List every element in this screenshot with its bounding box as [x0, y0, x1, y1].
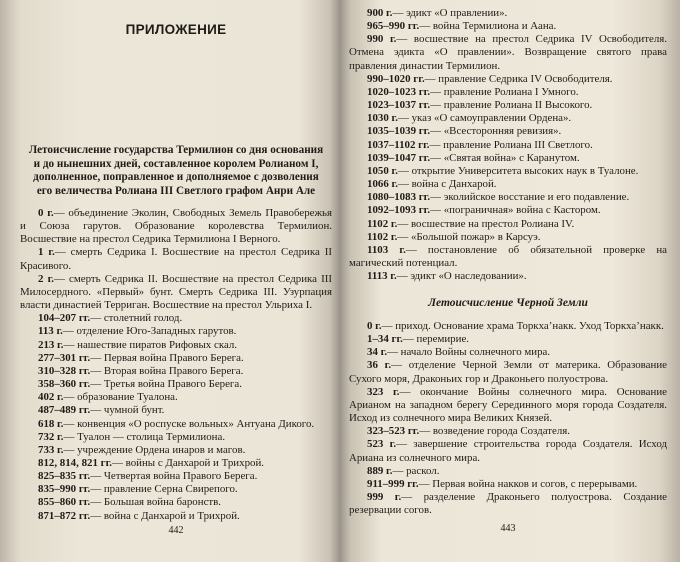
appendix-heading: ПРИЛОЖЕНИЕ	[125, 22, 227, 37]
entry-text: — начало Войны солнечного мира.	[387, 346, 551, 359]
chronology-entry	[349, 333, 667, 346]
chronology-entry	[20, 273, 332, 312]
entry-date: 213 г.	[38, 338, 64, 351]
chronology-entry	[349, 244, 667, 270]
entry-date: 733 г.	[38, 443, 64, 456]
chronology-entry	[349, 33, 667, 72]
chronology-entry	[349, 20, 667, 33]
chronology-entry	[20, 496, 332, 509]
entry-text: — Первая война Правого Берега.	[90, 351, 244, 364]
left-entries	[20, 207, 332, 523]
entry-text: — отделение Юго-Западных гарутов.	[62, 325, 237, 338]
entry-text: — восшествие на престол Седрика IV Освободителя. Отмена эдикта «О правлении». Возвращение святого права правления династии Термилион.	[349, 33, 667, 72]
entry-text: — правление Ролиана III Светлого.	[429, 138, 593, 151]
chronology-entry	[349, 231, 667, 244]
entry-text: — «пограничная» война с Кастором.	[430, 204, 601, 217]
chronology-entry	[349, 73, 667, 86]
entry-text: — нашествие пиратов Рифовых скал.	[63, 338, 238, 351]
entry-text: — объединение Эколин, Свободных Земель Правобережья и Союза гарутов. Образование королевства Термилион. Восшествие на престол Седрика Термилиона I Верного.	[20, 207, 332, 246]
chronology-entry	[20, 352, 332, 365]
chronology-entry	[349, 386, 667, 425]
entry-date: 825–835 гг.	[38, 470, 91, 483]
entry-date: 871–872 гг.	[38, 509, 91, 522]
entry-date: 965–990 гг.	[367, 20, 420, 33]
entry-text: — «Святая война» с Каранутом.	[430, 151, 580, 164]
entry-text: — окончание Войны солнечного мира. Основание Арианом на западном берегу Серединного моря города Создателя. Исход из солнечного мира Великих Князей.	[349, 385, 667, 425]
entry-date: 487–489 гг.	[38, 404, 91, 417]
chronology-entry	[20, 510, 332, 523]
chronology-entry	[20, 483, 332, 496]
chronology-entry	[349, 491, 667, 517]
entry-text: — эдикт «О наследовании».	[396, 270, 527, 283]
entry-date: 855–860 гг.	[38, 496, 91, 509]
entry-date: 402 г.	[38, 391, 64, 404]
chronology-entry	[349, 99, 667, 112]
chronology-entry	[20, 444, 332, 457]
entry-date: 36 г.	[367, 359, 392, 372]
entry-date: 1–34 гг.	[367, 333, 403, 346]
entry-text: — разделение Драконьего полуострова. Создание резервации согов.	[349, 491, 668, 517]
chronology-entry	[349, 204, 667, 217]
entry-text: — война с Данхарой и Трихрой.	[90, 509, 240, 522]
entry-date: 2 г.	[38, 272, 55, 285]
chronology-entry	[349, 346, 667, 359]
chronology-entry	[349, 320, 667, 333]
chronology-entry	[349, 125, 667, 138]
chronology-entry	[349, 218, 667, 231]
entry-text: — война Термилиона и Аана.	[419, 20, 557, 33]
entry-text: — учреждение Ордена инаров и магов.	[63, 443, 246, 456]
chronology-entry	[20, 470, 332, 483]
chronology-entry	[349, 478, 667, 491]
right-entries-bottom	[349, 320, 667, 517]
chronology-entry	[349, 425, 667, 438]
entry-text: — перемирие.	[402, 333, 469, 346]
chronology-entry	[20, 391, 332, 404]
chronology-entry	[349, 86, 667, 99]
chronology-entry	[20, 404, 332, 417]
entry-text: — образование Туалона.	[63, 391, 178, 404]
right-page	[349, 0, 667, 562]
chronology-entry	[349, 139, 667, 152]
entry-date: 1037–1102 гг.	[367, 138, 430, 151]
chronology-entry	[349, 165, 667, 178]
chronology-entry	[349, 465, 667, 478]
entry-text: — восшествие на престол Ролиана IV.	[397, 217, 575, 230]
entry-date: 911–999 гг.	[367, 477, 419, 490]
entry-text: — Туалон — столица Термилиона.	[63, 430, 226, 443]
chronology-entry	[20, 207, 332, 246]
entry-date: 34 г.	[367, 346, 388, 359]
left-page	[20, 0, 332, 562]
entry-text: — Вторая война Правого Берега.	[90, 364, 244, 377]
entry-text: — правление Седрика IV Освободителя.	[424, 72, 613, 85]
entry-date: 1035–1039 гг.	[367, 125, 431, 138]
chronology-entry	[349, 112, 667, 125]
chronology-entry	[20, 431, 332, 444]
entry-date: 358–360 гг.	[38, 378, 91, 391]
entry-text: — Четвертая война Правого Берега.	[90, 470, 258, 483]
entry-date: 1066 г.	[367, 178, 398, 191]
entry-date: 0 г.	[367, 320, 382, 332]
chronology-entry	[20, 365, 332, 378]
chronology-entry	[20, 339, 332, 352]
chronology-entry	[349, 191, 667, 204]
entry-date: 835–990 гг.	[38, 483, 91, 496]
black-land-subheading: Летоисчисление Черной Земли	[428, 297, 588, 309]
entry-text: — завершение строительства города Создателя. Исход Ариана из солнечного мира.	[349, 438, 668, 464]
entry-text: — конвенция «О роспуске вольных» Антуана Дикого.	[63, 417, 315, 430]
entry-date: 323 г.	[367, 385, 400, 398]
entry-text: — Третья война Правого Берега.	[90, 378, 242, 391]
chronology-entry	[349, 152, 667, 165]
entry-text: — эколийское восстание и его подавление.	[430, 191, 630, 204]
entry-date: 999 г.	[367, 491, 402, 504]
entry-date: 1023–1037 гг.	[367, 99, 431, 112]
right-entries-top	[349, 7, 667, 283]
entry-date: 990–1020 гг.	[367, 72, 425, 85]
chronology-entry	[349, 270, 667, 283]
entry-text: — война с Данхарой.	[397, 178, 497, 191]
entry-date: 618 г.	[38, 417, 64, 430]
page-number: 442	[168, 525, 184, 536]
chronology-entry	[20, 457, 332, 470]
entry-text: — Первая война накков и согов, с перерывами.	[418, 477, 638, 490]
entry-date: 1113 г.	[367, 270, 397, 283]
entry-date: 889 г.	[367, 464, 393, 477]
chronology-title: Летоисчисление государства Термилион со дня основания и до нынешних дней, составленное королем Ролианом I, дополненное, поправленное и дополняемое с дозволения его величества Ролиана III Светлого графом Анри Але	[28, 144, 324, 197]
entry-text: — эдикт «О правлении».	[392, 7, 508, 19]
chronology-entry	[20, 378, 332, 391]
entry-date: 1080–1083 гг.	[367, 191, 431, 204]
entry-text: — правление Серна Свирепого.	[90, 483, 238, 496]
chronology-entry	[349, 359, 667, 385]
entry-date: 104–207 гг.	[38, 312, 91, 325]
entry-date: 1050 г.	[367, 164, 398, 177]
entry-text: — войны с Данхарой и Трихрой.	[112, 456, 265, 469]
entry-date: 1 г.	[38, 246, 55, 259]
entry-text: — возведение города Создателя.	[419, 425, 571, 438]
entry-date: 900 г.	[367, 7, 393, 19]
entry-date: 1020–1023 гг.	[367, 85, 431, 98]
chronology-entry	[349, 438, 667, 464]
entry-date: 310–328 гг.	[38, 364, 91, 377]
entry-date: 0 г.	[38, 207, 54, 219]
entry-date: 1102 г.	[367, 230, 398, 243]
entry-text: — указ «О самоуправлении Ордена».	[397, 112, 572, 125]
entry-text: — постановление об обязательной проверке на магический потенциал.	[349, 243, 667, 269]
chronology-entry	[20, 246, 332, 272]
entry-text: — отделение Черной Земли от материка. Образование Сухого моря, Драконьих гор и Драконьего полуострова.	[349, 359, 667, 385]
entry-text: — чумной бунт.	[90, 404, 165, 417]
entry-date: 323–523 гг.	[367, 425, 420, 438]
entry-text: — смерть Седрика II. Восшествие на престол Седрика III Милосердного. «Первый» бунт. Смерть Седрика III. Узурпация власти династией Терриган. Восшествие на престол Ульриха I.	[20, 272, 332, 312]
entry-date: 1092–1093 гг.	[367, 204, 431, 217]
entry-date: 523 г.	[367, 438, 397, 451]
entry-text: — открытие Университета высоких наук в Туалоне.	[397, 164, 639, 177]
entry-text: — раскол.	[392, 464, 440, 477]
entry-date: 1039–1047 гг.	[367, 151, 431, 164]
entry-text: — столетний голод.	[90, 312, 183, 325]
entry-text: — правление Ролиана I Умного.	[430, 85, 579, 98]
entry-text: — «Большой пожар» в Карсуэ.	[397, 230, 541, 243]
chronology-entry	[349, 7, 667, 20]
entry-date: 812, 814, 821 гг.	[38, 456, 113, 469]
entry-date: 113 г.	[38, 325, 63, 338]
entry-text: — приход. Основание храма Торкха’накк. Уход Торкха’накк.	[381, 320, 664, 332]
chronology-entry	[20, 418, 332, 431]
entry-date: 1102 г.	[367, 217, 398, 230]
chronology-entry	[349, 178, 667, 191]
entry-date: 1030 г.	[367, 112, 398, 125]
entry-text: — Большая война баронств.	[90, 496, 222, 509]
entry-date: 732 г.	[38, 430, 64, 443]
chronology-entry	[20, 312, 332, 325]
entry-date: 277–301 гг.	[38, 351, 91, 364]
entry-text: — «Всесторонняя ревизия».	[430, 125, 562, 138]
entry-date: 1103 г.	[367, 243, 406, 256]
entry-text: — правление Ролиана II Высокого.	[430, 99, 593, 112]
chronology-entry	[20, 325, 332, 338]
entry-date: 990 г.	[367, 33, 397, 46]
page-number: 443	[500, 523, 516, 534]
entry-text: — смерть Седрика I. Восшествие на престол Седрика II Красивого.	[20, 246, 333, 272]
